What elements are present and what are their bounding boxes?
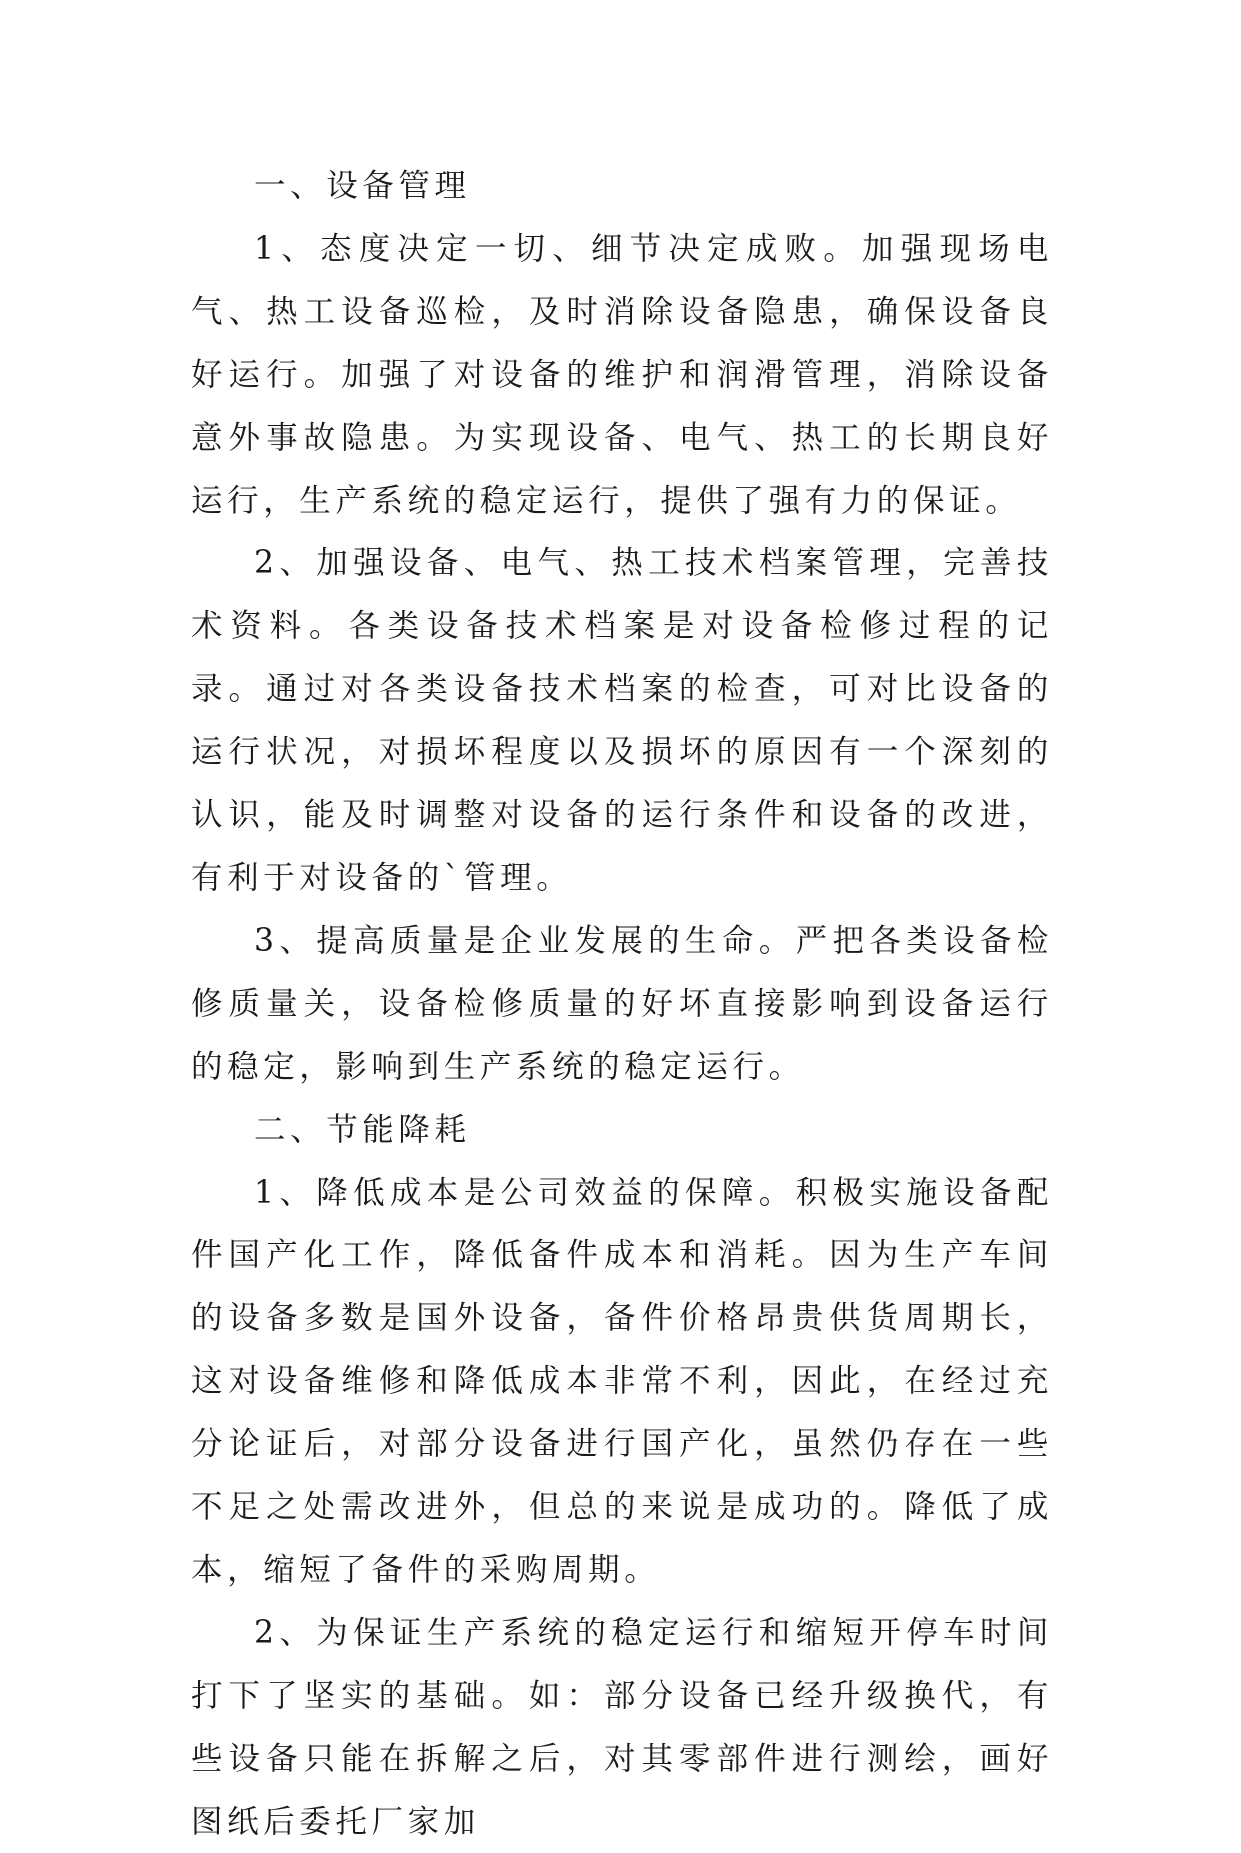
paragraph-1-attitude: 1、态度决定一切、细节决定成败。加强现场电气、热工设备巡检，及时消除设备隐患，确保设备良好运行。加强了对设备的维护和润滑管理，消除设备意外事故隐患。为实现设备、电气、热工的长期良好运行，生产系统的稳定运行，提供了强有力的保证。 <box>191 230 1053 519</box>
section-heading-energy-saving: 二、节能降耗 <box>254 1111 471 1148</box>
section-heading-equipment-management: 一、设备管理 <box>254 168 471 204</box>
paragraph-1-cost-reduction: 1、降低成本是公司效益的保障。积极实施设备配件国产化工作，降低备件成本和消耗。因为生产车间的设备多数是国外设备，备件价格昂贵供货周期长，这对设备维修和降低成本非常不利，因此，在经过充分论证后，对部分设备进行国产化，虽然仍存在一些不足之处需改进外，但总的来说是成功的。降低了成本，缩短了备件的采购周期。 <box>191 1174 1053 1588</box>
paragraph-2-technical-archives: 2、加强设备、电气、热工技术档案管理，完善技术资料。各类设备技术档案是对设备检修过程的记录。通过对各类设备技术档案的检查，可对比设备的运行状况，对损坏程度以及损坏的原因有一个深刻的认识，能及时调整对设备的运行条件和设备的改进，有利于对设备的`管理。 <box>191 545 1053 896</box>
paragraph-3-quality: 3、提高质量是企业发展的生命。严把各类设备检修质量关，设备检修质量的好坏直接影响到设备运行的稳定，影响到生产系统的稳定运行。 <box>191 922 1053 1085</box>
paragraph-2-stable-operation: 2、为保证生产系统的稳定运行和缩短开停车时间打下了坚实的基础。如：部分设备已经升级换代，有些设备只能在拆解之后，对其零部件进行测绘，画好图纸后委托厂家加 <box>191 1614 1053 1840</box>
document-body <box>191 155 1053 1853</box>
